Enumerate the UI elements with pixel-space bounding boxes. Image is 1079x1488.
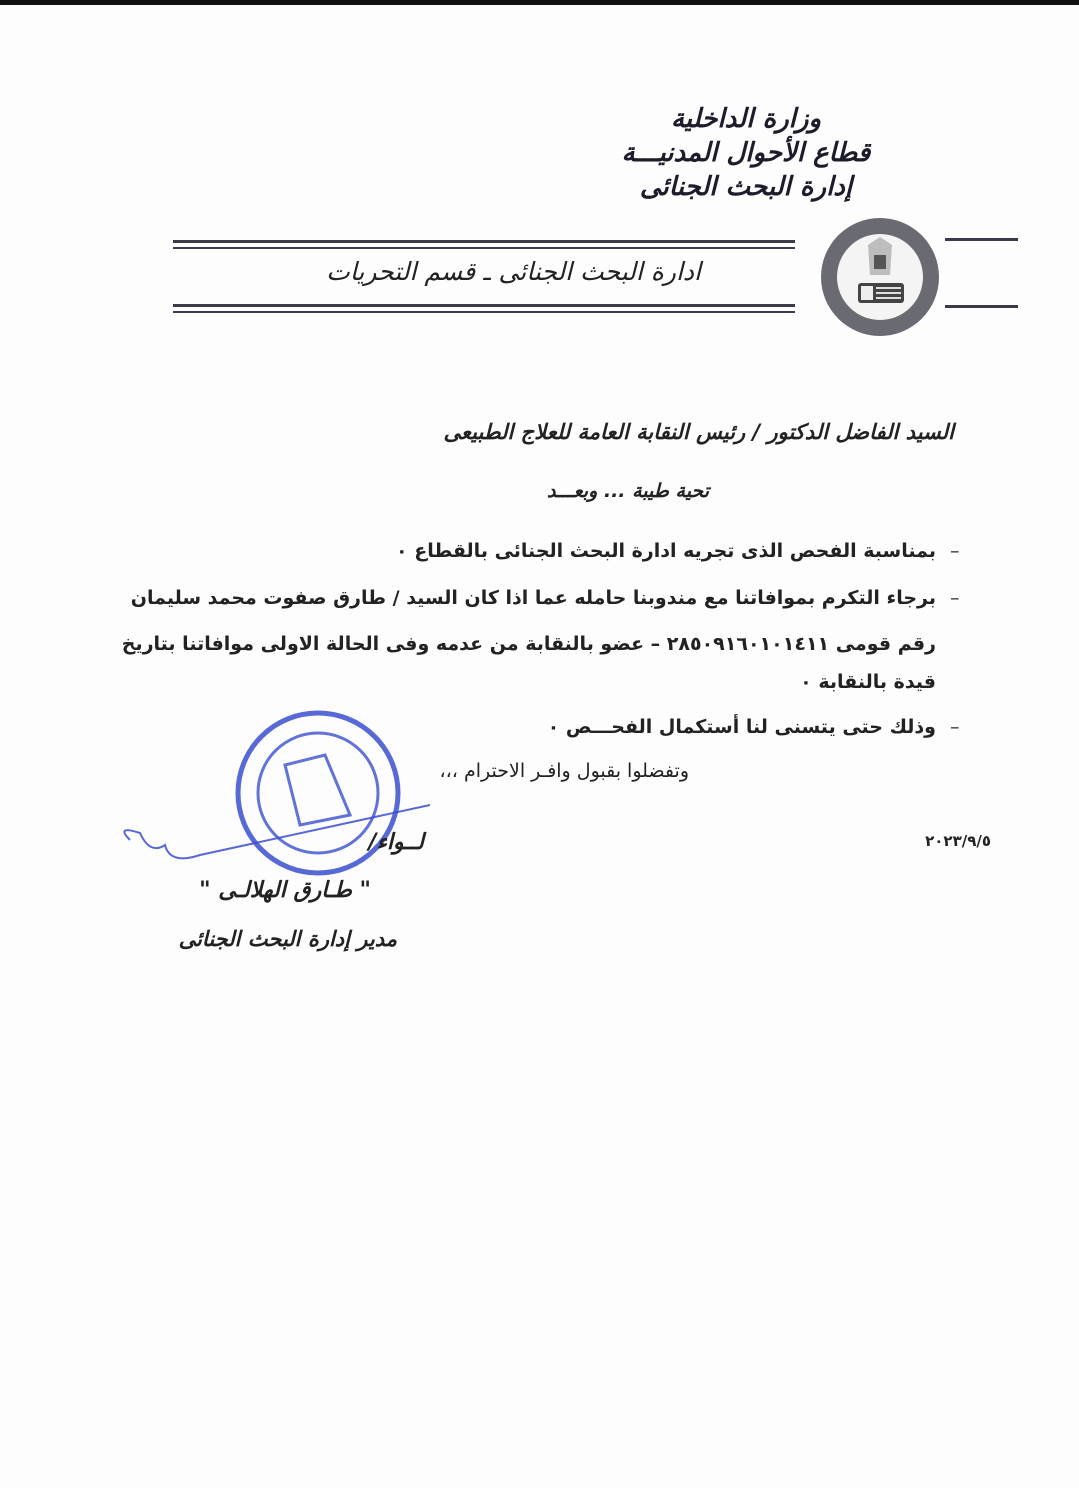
banner-rule-top bbox=[173, 240, 795, 243]
bullet-dash: – bbox=[950, 540, 960, 562]
closing: وتفضلوا بقبول وافـر الاحترام ،،، bbox=[439, 760, 689, 782]
bullet-dash: – bbox=[950, 716, 960, 738]
department-banner: ادارة البحث الجنائى ـ قسم التحريات bbox=[326, 257, 701, 286]
banner-rule-right-top bbox=[945, 238, 1018, 241]
paragraph-2-end: قيدة بالنقابة ٠ bbox=[800, 671, 936, 693]
banner-rule-bottom-2 bbox=[173, 311, 795, 313]
banner-rule-top-2 bbox=[173, 247, 795, 249]
paragraph-2-cont: رقم قومى ٢٨٥٠٩١٦٠١٠١٤١١ – عضو بالنقابة من عدمه وفى الحالة الاولى موافاتنا بتاريخ bbox=[121, 633, 936, 655]
paragraph-2: برجاء التكرم بموافاتنا مع مندوبنا حامله عما اذا كان السيد / طارق صفوت محمد سليمان bbox=[130, 587, 936, 609]
header-sector: قطاع الأحوال المدنيـــة bbox=[621, 138, 871, 168]
bullet-dash: – bbox=[950, 587, 960, 609]
scan-top-border bbox=[0, 0, 1079, 5]
header-ministry: وزارة الداخلية bbox=[670, 104, 822, 134]
greeting: تحية طيبة ... وبعـــد bbox=[546, 480, 709, 502]
banner-rule-bottom bbox=[173, 304, 795, 307]
signatory-name: " طـارق الهلالـى " bbox=[199, 878, 371, 903]
header-administration: إدارة البحث الجنائى bbox=[639, 172, 853, 202]
emblem-seal-icon bbox=[818, 215, 942, 339]
banner-rule-right-bottom bbox=[945, 305, 1018, 308]
signatory-rank: لــواء/ bbox=[368, 830, 424, 855]
addressee: السيد الفاضل الدكتور / رئيس النقابة العامة للعلاج الطبيعى bbox=[443, 420, 954, 444]
signatory-title: مدير إدارة البحث الجنائى bbox=[178, 927, 397, 951]
paragraph-1: بمناسبة الفحص الذى تجريه ادارة البحث الجنائى بالقطاع ٠ bbox=[396, 540, 936, 562]
official-stamp-and-signature-icon bbox=[110, 705, 440, 885]
letter-date: ٢٠٢٣/٩/٥ bbox=[925, 832, 991, 850]
paragraph-3: وذلك حتى يتسنى لنا أستكمال الفحـــص ٠ bbox=[547, 716, 936, 738]
